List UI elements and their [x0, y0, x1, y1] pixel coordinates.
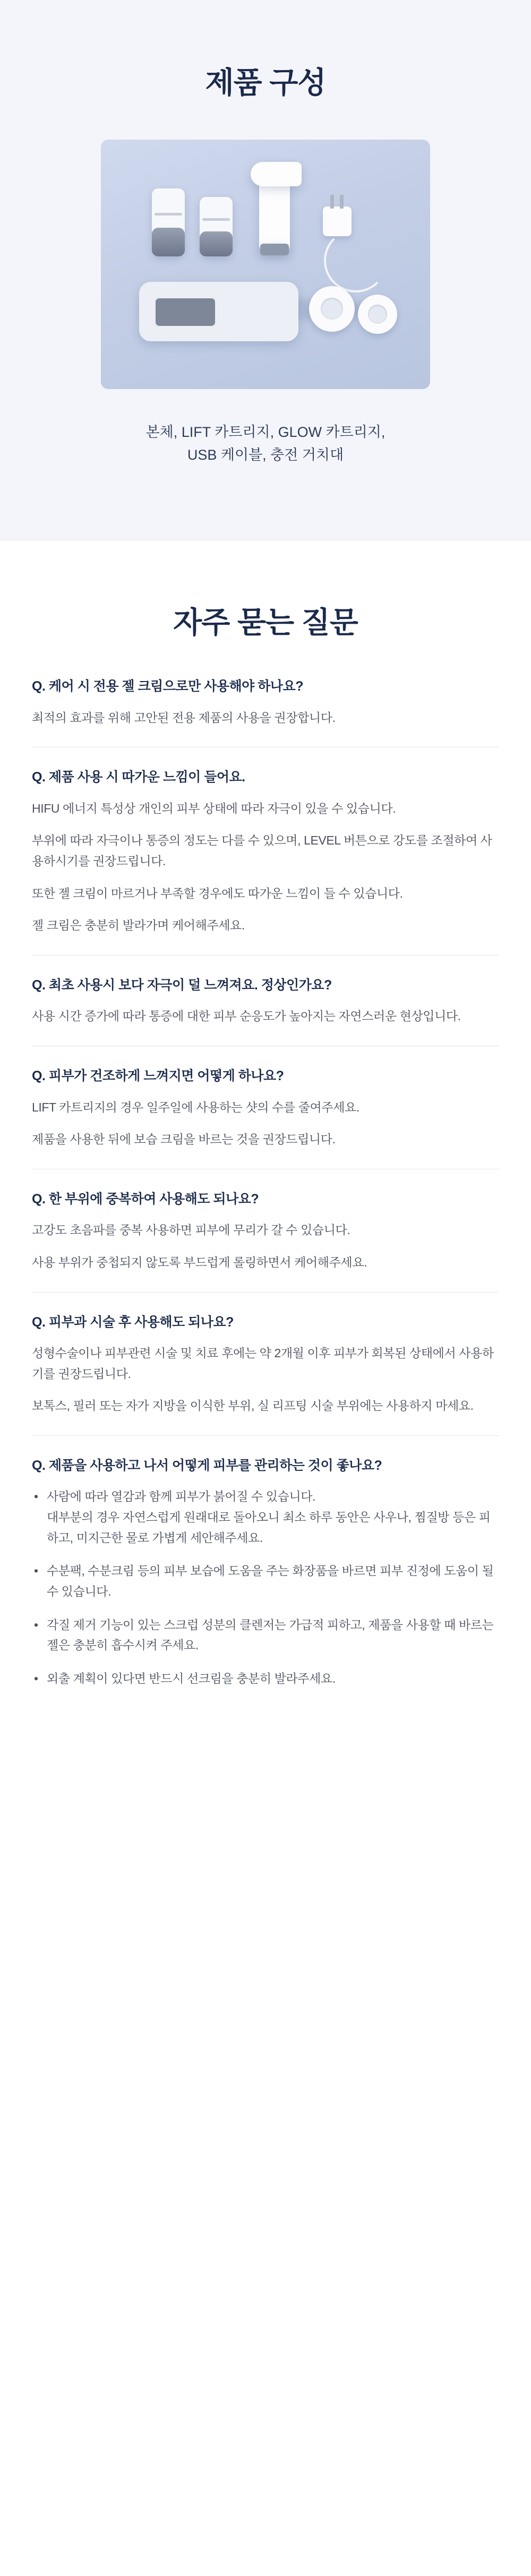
bullet-icon: •	[34, 1564, 38, 1578]
bullet-icon: •	[34, 1489, 38, 1504]
faq-question: Q. 제품 사용 시 따가운 느낌이 들어요.	[32, 770, 245, 785]
bullet-icon: •	[34, 1617, 38, 1632]
decor-cartridge-lift	[152, 188, 185, 256]
faq-answer-paragraph: 보톡스, 필러 또는 자가 지방을 이식한 부위, 실 리프팅 시술 부위에는 사용하지 마세요.	[32, 1399, 474, 1413]
decor-usb-cable	[324, 229, 388, 292]
faq-answer	[32, 1006, 499, 1027]
faq-item[interactable]	[32, 768, 499, 955]
faq-answer-paragraph: 고강도 초음파를 중복 사용하면 피부에 무리가 갈 수 있습니다.	[32, 1223, 350, 1237]
composition-caption	[90, 421, 441, 467]
decor-cartridge-glow	[200, 197, 233, 256]
decor-device-base	[260, 244, 289, 255]
faq-question: Q. 케어 시 전용 젤 크림으로만 사용해야 하나요?	[32, 679, 303, 694]
faq-item[interactable]	[32, 1066, 499, 1169]
list-item	[32, 1486, 499, 1548]
faq-answer-paragraph: 부위에 따라 자극이나 통증의 정도는 다를 수 있으며, LEVEL 버튼으로 강도를 조절하여 사용하시기를 권장드립니다.	[32, 833, 492, 868]
faq-question: Q. 제품을 사용하고 나서 어떻게 피부를 관리하는 것이 좋나요?	[32, 1458, 382, 1473]
composition-caption-line-1: 본체, LIFT 카트리지, GLOW 카트리지,	[145, 424, 386, 440]
faq-question: Q. 최초 사용시 보다 자극이 덜 느껴져요. 정상인가요?	[32, 977, 332, 993]
list-item-text: 외출 계획이 있다면 반드시 선크림을 충분히 발라주세요.	[47, 1671, 336, 1685]
decor-applicator-disc-2	[358, 295, 397, 334]
list-item	[32, 1668, 499, 1689]
faq-answer	[32, 1343, 499, 1416]
faq-answer	[32, 1486, 499, 1688]
faq-item[interactable]	[32, 1190, 499, 1293]
composition-title: 제품 구성	[205, 66, 326, 99]
list-item-text: 사람에 따라 열감과 함께 피부가 붉어질 수 있습니다. 대부분의 경우 자연스럽게 원래대로 돌아오니 최소 하루 동안은 사우나, 찜질방 등은 피하고, 미지근한 물로 가볍게 세안해주세요.	[47, 1489, 491, 1545]
faq-answer-paragraph: HIFU 에너지 특성상 개인의 피부 상태에 따라 자극이 있을 수 있습니다.	[32, 801, 396, 815]
faq-answer	[32, 1097, 499, 1150]
faq-answer-paragraph: LIFT 카트리지의 경우 일주일에 사용하는 샷의 수를 줄여주세요.	[32, 1100, 359, 1114]
product-composition-section	[0, 0, 531, 541]
product-set-image	[101, 140, 430, 389]
composition-caption-line-2: USB 케이블, 충전 거치대	[187, 446, 344, 463]
faq-answer-paragraph: 최적의 효과를 위해 고안된 전용 제품의 사용을 권장합니다.	[32, 710, 336, 725]
faq-answer-paragraph: 젤 크림은 충분히 발라가며 케어해주세요.	[32, 918, 245, 933]
decor-device-head	[251, 162, 302, 186]
faq-answer	[32, 798, 499, 936]
list-item	[32, 1615, 499, 1656]
faq-question: Q. 한 부위에 중복하여 사용해도 되나요?	[32, 1191, 259, 1207]
list-item-text: 각질 제거 기능이 있는 스크럽 성분의 클렌저는 가급적 피하고, 제품을 사용할 때 바르는 젤은 충분히 흡수시켜 주세요.	[47, 1617, 494, 1652]
faq-list	[32, 677, 499, 1688]
faq-item[interactable]	[32, 1313, 499, 1436]
faq-answer-bullet-list	[32, 1486, 499, 1688]
faq-answer-paragraph: 제품을 사용한 뒤에 보습 크림을 바르는 것을 권장드립니다.	[32, 1132, 336, 1147]
faq-answer-paragraph: 사용 부위가 중첩되지 않도록 부드럽게 롤링하면서 케어해주세요.	[32, 1255, 367, 1269]
faq-item[interactable]	[32, 976, 499, 1046]
faq-answer	[32, 1220, 499, 1272]
faq-answer-paragraph: 사용 시간 증가에 따라 통증에 대한 피부 순응도가 높아지는 자연스러운 현상입니다.	[32, 1009, 461, 1023]
faq-title: 자주 묻는 질문	[173, 606, 358, 640]
bullet-icon: •	[34, 1671, 38, 1685]
list-item-text: 수분팩, 수분크림 등의 피부 보습에 도움을 주는 화장품을 바르면 피부 진정에 도움이 될 수 있습니다.	[47, 1564, 494, 1598]
faq-answer-paragraph: 성형수술이나 피부관련 시술 및 치료 후에는 약 2개월 이후 피부가 회복된 상태에서 사용하기를 권장드립니다.	[32, 1346, 494, 1381]
decor-cradle-screen	[154, 297, 217, 328]
faq-answer-paragraph: 또한 젤 크림이 마르거나 부족할 경우에도 따가운 느낌이 들 수 있습니다.	[32, 886, 403, 900]
list-item	[32, 1561, 499, 1601]
faq-item[interactable]	[32, 1456, 499, 1689]
faq-section	[0, 541, 531, 1752]
faq-question: Q. 피부과 시술 후 사용해도 되나요?	[32, 1314, 234, 1330]
faq-answer	[32, 708, 499, 728]
decor-applicator-disc-1	[309, 286, 355, 332]
faq-question: Q. 피부가 건조하게 느껴지면 어떻게 하나요?	[32, 1069, 284, 1084]
faq-item[interactable]	[32, 677, 499, 747]
